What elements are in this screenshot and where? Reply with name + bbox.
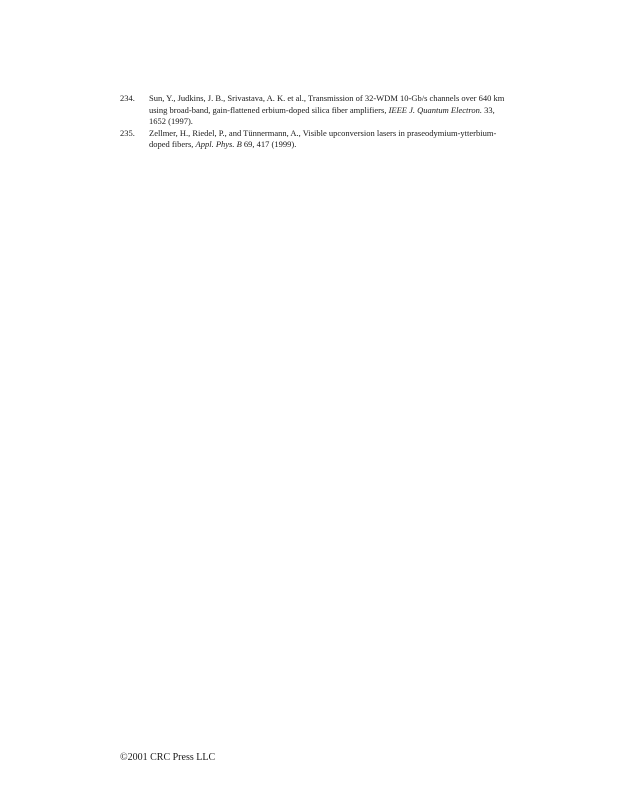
reference-item — [120, 128, 510, 151]
reference-number: 235. — [120, 127, 135, 138]
reference-authors-title: Sun, Y., Judkins, J. B., Srivastava, A. K. et al., Transmission of 32-WDM 10-Gb/s channels over 640 km using broad-band, gain-flattened erbium-doped silica fiber amplifiers, — [149, 93, 505, 115]
reference-citation: 33, 1652 (1997). — [149, 104, 495, 127]
reference-journal: IEEE J. Quantum Electron. — [388, 104, 482, 115]
reference-text — [149, 93, 510, 128]
reference-journal: Appl. Phys. B — [195, 139, 242, 150]
copyright-footer: ©2001 CRC Press LLC — [120, 752, 216, 763]
reference-list — [120, 93, 510, 151]
reference-item — [120, 93, 510, 128]
reference-number: 234. — [120, 93, 135, 103]
reference-citation: 69, 417 (1999). — [241, 139, 297, 150]
reference-text — [149, 128, 510, 151]
reference-authors-title: Zellmer, H., Riedel, P., and Tünnermann, A., Visible upconversion lasers in praseodymium-ytterbium-doped fibers, — [149, 127, 497, 150]
